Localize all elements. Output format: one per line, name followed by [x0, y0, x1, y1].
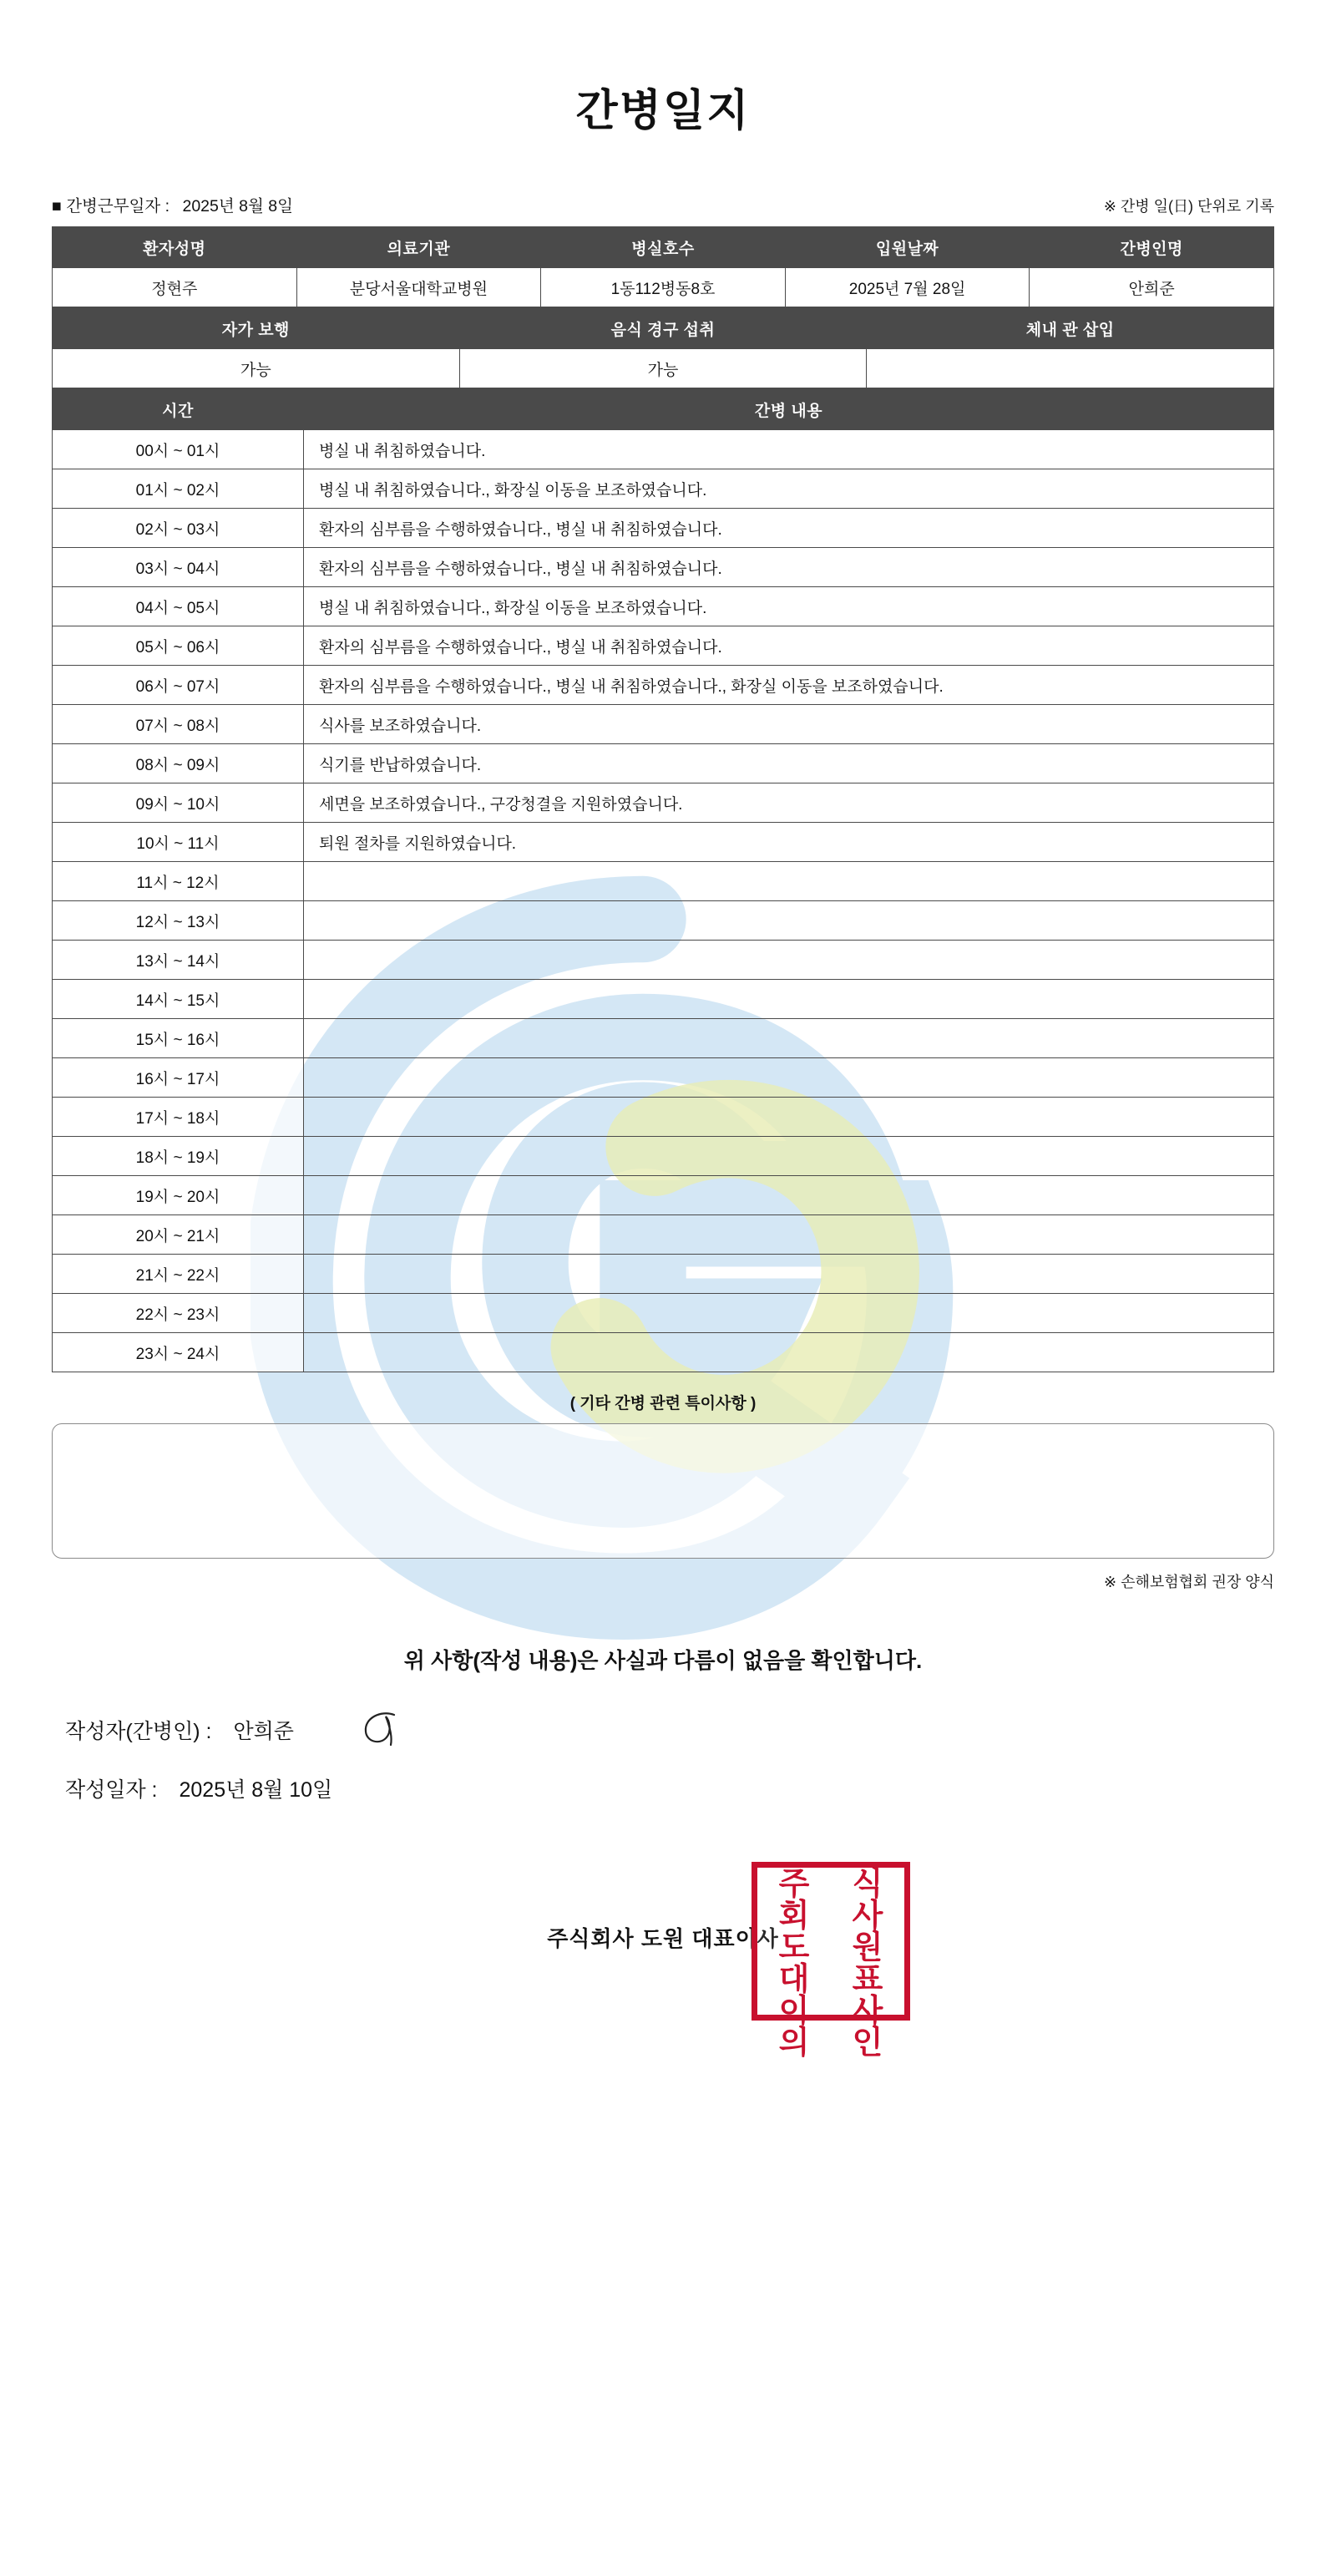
table-row: [53, 1333, 1274, 1372]
time-cell: 17시 ~ 18시: [53, 1098, 304, 1137]
care-content-cell[interactable]: [304, 1176, 1274, 1215]
value-self-walking: 가능: [53, 349, 460, 388]
value-admission-date: 2025년 7월 28일: [785, 268, 1030, 307]
seal-char: 식: [852, 1864, 883, 1902]
care-content-cell[interactable]: [304, 941, 1274, 980]
table-row: [53, 705, 1274, 744]
table-row: [53, 430, 1274, 469]
value-tube-insertion: [867, 349, 1274, 388]
time-cell: 16시 ~ 17시: [53, 1058, 304, 1098]
care-content-cell[interactable]: 세면을 보조하였습니다., 구강청결을 지원하였습니다.: [304, 783, 1274, 823]
remarks-box[interactable]: [52, 1423, 1274, 1559]
care-content-cell[interactable]: 병실 내 취침하였습니다.: [304, 430, 1274, 469]
seal-char: 이: [778, 1991, 810, 2029]
time-cell: 13시 ~ 14시: [53, 941, 304, 980]
seal-char: 의: [778, 2023, 810, 2061]
care-content-cell[interactable]: 병실 내 취침하였습니다., 화장실 이동을 보조하였습니다.: [304, 469, 1274, 509]
table-row: [53, 1255, 1274, 1294]
header-caregiver-name: 간병인명: [1030, 227, 1274, 268]
form-source-note: ※ 손해보험협회 권장 양식: [1104, 1574, 1274, 1590]
care-content-cell[interactable]: [304, 1137, 1274, 1176]
time-cell: 23시 ~ 24시: [53, 1333, 304, 1372]
table-row: [53, 862, 1274, 901]
header-patient-name: 환자성명: [53, 227, 297, 268]
table-row: [53, 509, 1274, 548]
table-row: [53, 901, 1274, 941]
care-content-cell[interactable]: 식사를 보조하였습니다.: [304, 705, 1274, 744]
table-row: [53, 666, 1274, 705]
work-date-value: 2025년 8월 8일: [182, 197, 293, 216]
value-caregiver-name: 안희준: [1030, 268, 1274, 307]
table-row: [53, 1176, 1274, 1215]
care-content-cell[interactable]: [304, 1058, 1274, 1098]
company-seal-stamp: [752, 1862, 910, 2061]
seal-char: 주: [778, 1864, 810, 1902]
table-row: [53, 1058, 1274, 1098]
header-hospital: 의료기관: [296, 227, 541, 268]
table-row: [53, 587, 1274, 626]
write-date-value: 2025년 8월 10일: [179, 1778, 333, 1802]
time-cell: 02시 ~ 03시: [53, 509, 304, 548]
care-content-cell[interactable]: [304, 1294, 1274, 1333]
time-cell: 21시 ~ 22시: [53, 1255, 304, 1294]
table-row: [53, 783, 1274, 823]
care-content-cell[interactable]: 환자의 심부름을 수행하였습니다., 병실 내 취침하였습니다.: [304, 548, 1274, 587]
table-row: [53, 1019, 1274, 1058]
signature-mark-icon: [352, 1708, 419, 1752]
value-room-number: 1동112병동8호: [541, 268, 786, 307]
seal-char: 사: [852, 1896, 883, 1934]
header-care-content: 간병 내용: [304, 389, 1274, 430]
time-cell: 12시 ~ 13시: [53, 901, 304, 941]
hourly-log-body: [53, 430, 1274, 1372]
author-value: 안희준: [233, 1720, 294, 1743]
care-content-cell[interactable]: 식기를 반납하였습니다.: [304, 744, 1274, 783]
time-cell: 10시 ~ 11시: [53, 823, 304, 862]
table-row: [53, 1215, 1274, 1255]
header-room-number: 병실호수: [541, 227, 786, 268]
value-hospital: 분당서울대학교병원: [296, 268, 541, 307]
date-row: [65, 1770, 1326, 1807]
care-content-cell[interactable]: 환자의 심부름을 수행하였습니다., 병실 내 취침하였습니다., 화장실 이동을 보조하였습니다.: [304, 666, 1274, 705]
table-row: [53, 1137, 1274, 1176]
meta-row: [52, 193, 1274, 216]
care-content-cell[interactable]: [304, 1215, 1274, 1255]
seal-char: 원: [852, 1928, 883, 1965]
seal-char: 회: [778, 1896, 810, 1934]
condition-table: [52, 307, 1274, 388]
header-tube-insertion: 체내 관 삽입: [867, 308, 1274, 349]
table-row: [53, 469, 1274, 509]
time-cell: 22시 ~ 23시: [53, 1294, 304, 1333]
care-content-cell[interactable]: [304, 901, 1274, 941]
time-cell: 00시 ~ 01시: [53, 430, 304, 469]
table-row: [53, 268, 1274, 307]
seal-char: 인: [852, 2023, 883, 2061]
table-row: [53, 980, 1274, 1019]
care-content-cell[interactable]: 환자의 심부름을 수행하였습니다., 병실 내 취침하였습니다.: [304, 626, 1274, 666]
company-row: [0, 1853, 1326, 2061]
author-label: 작성자(간병인) :: [65, 1720, 212, 1743]
table-row: [53, 349, 1274, 388]
confirmation-text: 위 사항(작성 내용)은 사실과 다름이 없음을 확인합니다.: [403, 1648, 923, 1673]
value-oral-intake: 가능: [459, 349, 867, 388]
company-name: 주식회사 도원 대표이사: [547, 1925, 779, 1951]
signature-block: [65, 1711, 1326, 1807]
time-cell: 20시 ~ 21시: [53, 1215, 304, 1255]
time-cell: 03시 ~ 04시: [53, 548, 304, 587]
value-patient-name: 정현주: [53, 268, 297, 307]
table-header-row: [53, 308, 1274, 349]
table-row: [53, 744, 1274, 783]
time-cell: 09시 ~ 10시: [53, 783, 304, 823]
care-content-cell[interactable]: 퇴원 절차를 지원하였습니다.: [304, 823, 1274, 862]
time-cell: 11시 ~ 12시: [53, 862, 304, 901]
care-content-cell[interactable]: [304, 1255, 1274, 1294]
hourly-log-table: [52, 388, 1274, 1372]
time-cell: 14시 ~ 15시: [53, 980, 304, 1019]
header-self-walking: 자가 보행: [53, 308, 460, 349]
patient-info-table: [52, 226, 1274, 307]
table-header-row: [53, 227, 1274, 268]
care-content-cell[interactable]: 병실 내 취침하였습니다., 화장실 이동을 보조하였습니다.: [304, 587, 1274, 626]
table-row: [53, 1294, 1274, 1333]
care-content-cell[interactable]: [304, 1098, 1274, 1137]
table-row: [53, 548, 1274, 587]
work-date: [52, 193, 293, 216]
time-cell: 01시 ~ 02시: [53, 469, 304, 509]
write-date-label: 작성일자 :: [65, 1778, 158, 1802]
time-cell: 05시 ~ 06시: [53, 626, 304, 666]
table-row: [53, 626, 1274, 666]
care-content-cell[interactable]: [304, 1019, 1274, 1058]
table-row: [53, 823, 1274, 862]
table-header-row: [53, 389, 1274, 430]
table-row: [53, 1098, 1274, 1137]
care-content-cell[interactable]: [304, 980, 1274, 1019]
seal-char: 도: [778, 1928, 810, 1965]
work-date-label: ■ 간병근무일자 :: [52, 197, 170, 216]
seal-char: 표: [852, 1960, 883, 1997]
time-cell: 19시 ~ 20시: [53, 1176, 304, 1215]
header-oral-intake: 음식 경구 섭취: [459, 308, 867, 349]
time-cell: 08시 ~ 09시: [53, 744, 304, 783]
unit-note: ※ 간병 일(日) 단위로 기록: [1103, 198, 1274, 215]
time-cell: 06시 ~ 07시: [53, 666, 304, 705]
time-cell: 18시 ~ 19시: [53, 1137, 304, 1176]
seal-char: 대: [778, 1960, 810, 1997]
care-content-cell[interactable]: [304, 1333, 1274, 1372]
seal-char: 사: [852, 1991, 883, 2029]
time-cell: 15시 ~ 16시: [53, 1019, 304, 1058]
care-content-cell[interactable]: [304, 862, 1274, 901]
header-admission-date: 입원날짜: [785, 227, 1030, 268]
author-row: [65, 1711, 1326, 1748]
time-cell: 04시 ~ 05시: [53, 587, 304, 626]
remarks-caption: ( 기타 간병 관련 특이사항 ): [569, 1395, 757, 1412]
page-title: 간병일지: [575, 87, 751, 135]
header-time: 시간: [53, 389, 304, 430]
time-cell: 07시 ~ 08시: [53, 705, 304, 744]
table-row: [53, 941, 1274, 980]
care-content-cell[interactable]: 환자의 심부름을 수행하였습니다., 병실 내 취침하였습니다.: [304, 509, 1274, 548]
